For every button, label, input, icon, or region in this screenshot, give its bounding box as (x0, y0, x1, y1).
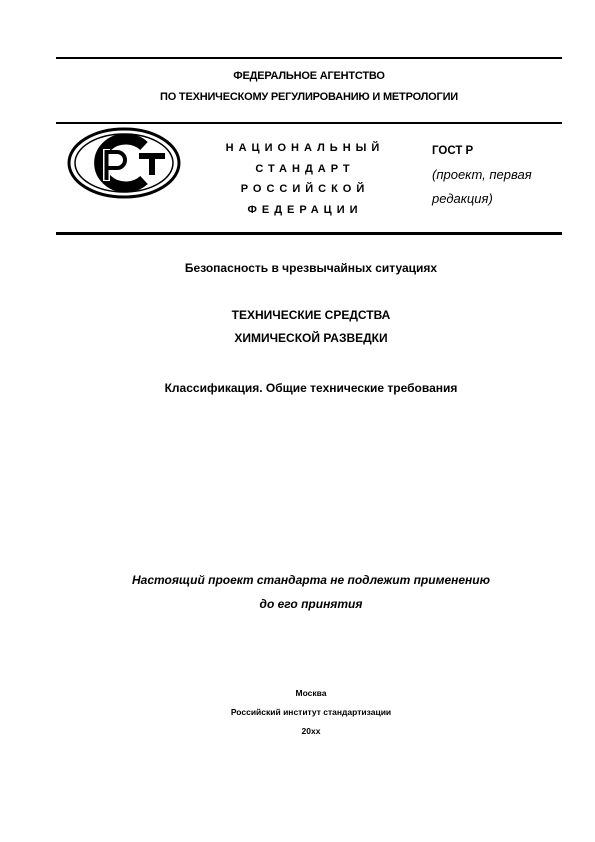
gost-code: ГОСТ Р (432, 145, 474, 157)
main-title-line-1: ТЕХНИЧЕСКИЕ СРЕДСТВА (231, 308, 391, 322)
agency-line-2: ПО ТЕХНИЧЕСКОМУ РЕГУЛИРОВАНИЮ И МЕТРОЛОГИИ (160, 91, 458, 103)
standard-rule (56, 232, 562, 235)
notice-line-2: до его принятия (259, 597, 363, 611)
category-title: Безопасность в чрезвычайных ситуациях (184, 261, 438, 275)
agency-line-1: ФЕДЕРАЛЬНОЕ АГЕНТСТВО (233, 70, 385, 82)
national-line-2: СТАНДАРТ (255, 163, 355, 175)
national-line-4: ФЕДЕРАЦИИ (247, 204, 363, 216)
national-line-3: РОССИЙСКОЙ (240, 183, 370, 195)
footer-publisher: Российский институт стандартизации (230, 707, 392, 717)
national-line-1: НАЦИОНАЛЬНЫЙ (225, 142, 385, 154)
subtitle: Классификация. Общие технические требования (164, 381, 458, 395)
rst-logo-icon (67, 127, 181, 199)
footer-city: Москва (295, 688, 327, 698)
top-rule (56, 57, 562, 59)
main-title-line-2: ХИМИЧЕСКОЙ РАЗВЕДКИ (234, 331, 388, 345)
gost-note-line-2: редакция) (432, 191, 493, 206)
footer-year: 20хх (301, 726, 321, 736)
notice-line-1: Настоящий проект стандарта не подлежит применению (132, 573, 490, 587)
gost-note-line-1: (проект, первая (432, 167, 532, 182)
agency-rule (56, 122, 562, 124)
